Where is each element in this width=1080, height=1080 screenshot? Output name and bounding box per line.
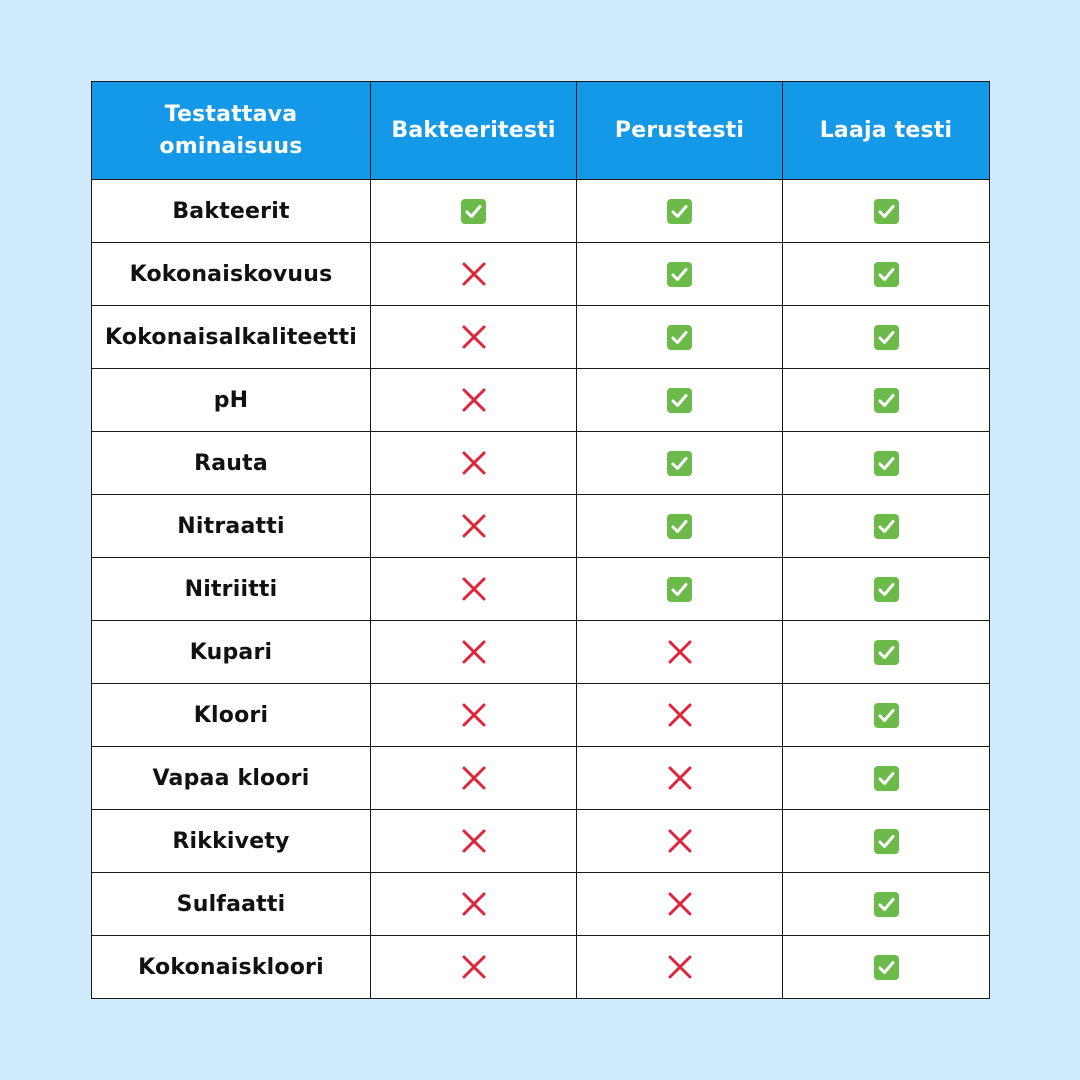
cross-mark-icon (461, 639, 487, 665)
status-cell (783, 747, 990, 810)
cross-mark-icon (461, 891, 487, 917)
check-mark-icon (874, 388, 899, 413)
status-cell (371, 306, 577, 369)
status-cell (783, 495, 990, 558)
status-cell (371, 432, 577, 495)
cross-mark-icon (461, 450, 487, 476)
status-cell (577, 180, 783, 243)
status-cell (371, 810, 577, 873)
cross-mark-icon (667, 639, 693, 665)
status-cell (577, 936, 783, 999)
table-row (92, 243, 990, 306)
status-cell (371, 873, 577, 936)
status-cell (371, 180, 577, 243)
status-cell (577, 558, 783, 621)
check-mark-icon (874, 451, 899, 476)
table-row (92, 306, 990, 369)
cross-mark-icon (461, 387, 487, 413)
table-row (92, 180, 990, 243)
header-row (92, 82, 990, 180)
row-label: Nitriitti (92, 558, 371, 621)
status-cell (577, 810, 783, 873)
status-cell (783, 369, 990, 432)
status-cell (577, 495, 783, 558)
header-label: Perustesti (614, 117, 745, 143)
check-mark-icon (874, 829, 899, 854)
status-cell (577, 873, 783, 936)
row-label: Vapaa kloori (92, 747, 371, 810)
status-cell (371, 936, 577, 999)
status-cell (577, 747, 783, 810)
row-label: Rikkivety (92, 810, 371, 873)
check-mark-icon (667, 577, 692, 602)
status-cell (783, 432, 990, 495)
check-mark-icon (874, 514, 899, 539)
status-cell (371, 558, 577, 621)
table-row (92, 558, 990, 621)
check-mark-icon (667, 388, 692, 413)
table-row (92, 621, 990, 684)
check-mark-icon (874, 640, 899, 665)
cross-mark-icon (461, 828, 487, 854)
status-cell (783, 873, 990, 936)
header-cell-basic-test (577, 82, 783, 180)
check-mark-icon (874, 325, 899, 350)
cross-mark-icon (461, 954, 487, 980)
header-cell-property (92, 82, 371, 180)
status-cell (371, 747, 577, 810)
check-mark-icon (461, 199, 486, 224)
header-label: Testattava ominaisuus (159, 101, 303, 159)
row-label: Kokonaiskovuus (92, 243, 371, 306)
check-mark-icon (874, 955, 899, 980)
header-label: Bakteeritesti (391, 117, 556, 143)
cross-mark-icon (461, 261, 487, 287)
status-cell (371, 684, 577, 747)
cross-mark-icon (461, 702, 487, 728)
check-mark-icon (667, 199, 692, 224)
status-cell (371, 495, 577, 558)
row-label: Bakteerit (92, 180, 371, 243)
row-label: Kloori (92, 684, 371, 747)
status-cell (371, 369, 577, 432)
status-cell (577, 369, 783, 432)
status-cell (577, 243, 783, 306)
row-label: Rauta (92, 432, 371, 495)
check-mark-icon (874, 199, 899, 224)
table-row (92, 369, 990, 432)
row-label: Kokonaisalkaliteetti (92, 306, 371, 369)
status-cell (783, 306, 990, 369)
row-label: Sulfaatti (92, 873, 371, 936)
row-label: Kokonaiskloori (92, 936, 371, 999)
cross-mark-icon (461, 765, 487, 791)
check-mark-icon (667, 262, 692, 287)
cross-mark-icon (461, 576, 487, 602)
status-cell (783, 684, 990, 747)
cross-mark-icon (461, 324, 487, 350)
table-row (92, 684, 990, 747)
check-mark-icon (874, 703, 899, 728)
check-mark-icon (874, 766, 899, 791)
cross-mark-icon (667, 828, 693, 854)
status-cell (577, 306, 783, 369)
status-cell (577, 621, 783, 684)
table-row (92, 873, 990, 936)
row-label: pH (92, 369, 371, 432)
header-cell-bacteria-test (371, 82, 577, 180)
status-cell (783, 558, 990, 621)
cross-mark-icon (667, 954, 693, 980)
check-mark-icon (667, 514, 692, 539)
table-body (92, 180, 990, 999)
cross-mark-icon (667, 765, 693, 791)
header-cell-extended-test (783, 82, 990, 180)
check-mark-icon (874, 262, 899, 287)
status-cell (577, 684, 783, 747)
check-mark-icon (874, 892, 899, 917)
check-mark-icon (667, 451, 692, 476)
cross-mark-icon (667, 702, 693, 728)
table-row (92, 432, 990, 495)
status-cell (371, 621, 577, 684)
status-cell (783, 936, 990, 999)
status-cell (783, 180, 990, 243)
header-label: Laaja testi (819, 117, 953, 143)
cross-mark-icon (461, 513, 487, 539)
table-row (92, 936, 990, 999)
status-cell (783, 621, 990, 684)
row-label: Nitraatti (92, 495, 371, 558)
cross-mark-icon (667, 891, 693, 917)
row-label: Kupari (92, 621, 371, 684)
status-cell (371, 243, 577, 306)
comparison-table (91, 81, 990, 999)
check-mark-icon (667, 325, 692, 350)
check-mark-icon (874, 577, 899, 602)
table-row (92, 747, 990, 810)
comparison-table-wrapper (91, 81, 989, 999)
table-row (92, 810, 990, 873)
status-cell (577, 432, 783, 495)
status-cell (783, 810, 990, 873)
status-cell (783, 243, 990, 306)
table-row (92, 495, 990, 558)
